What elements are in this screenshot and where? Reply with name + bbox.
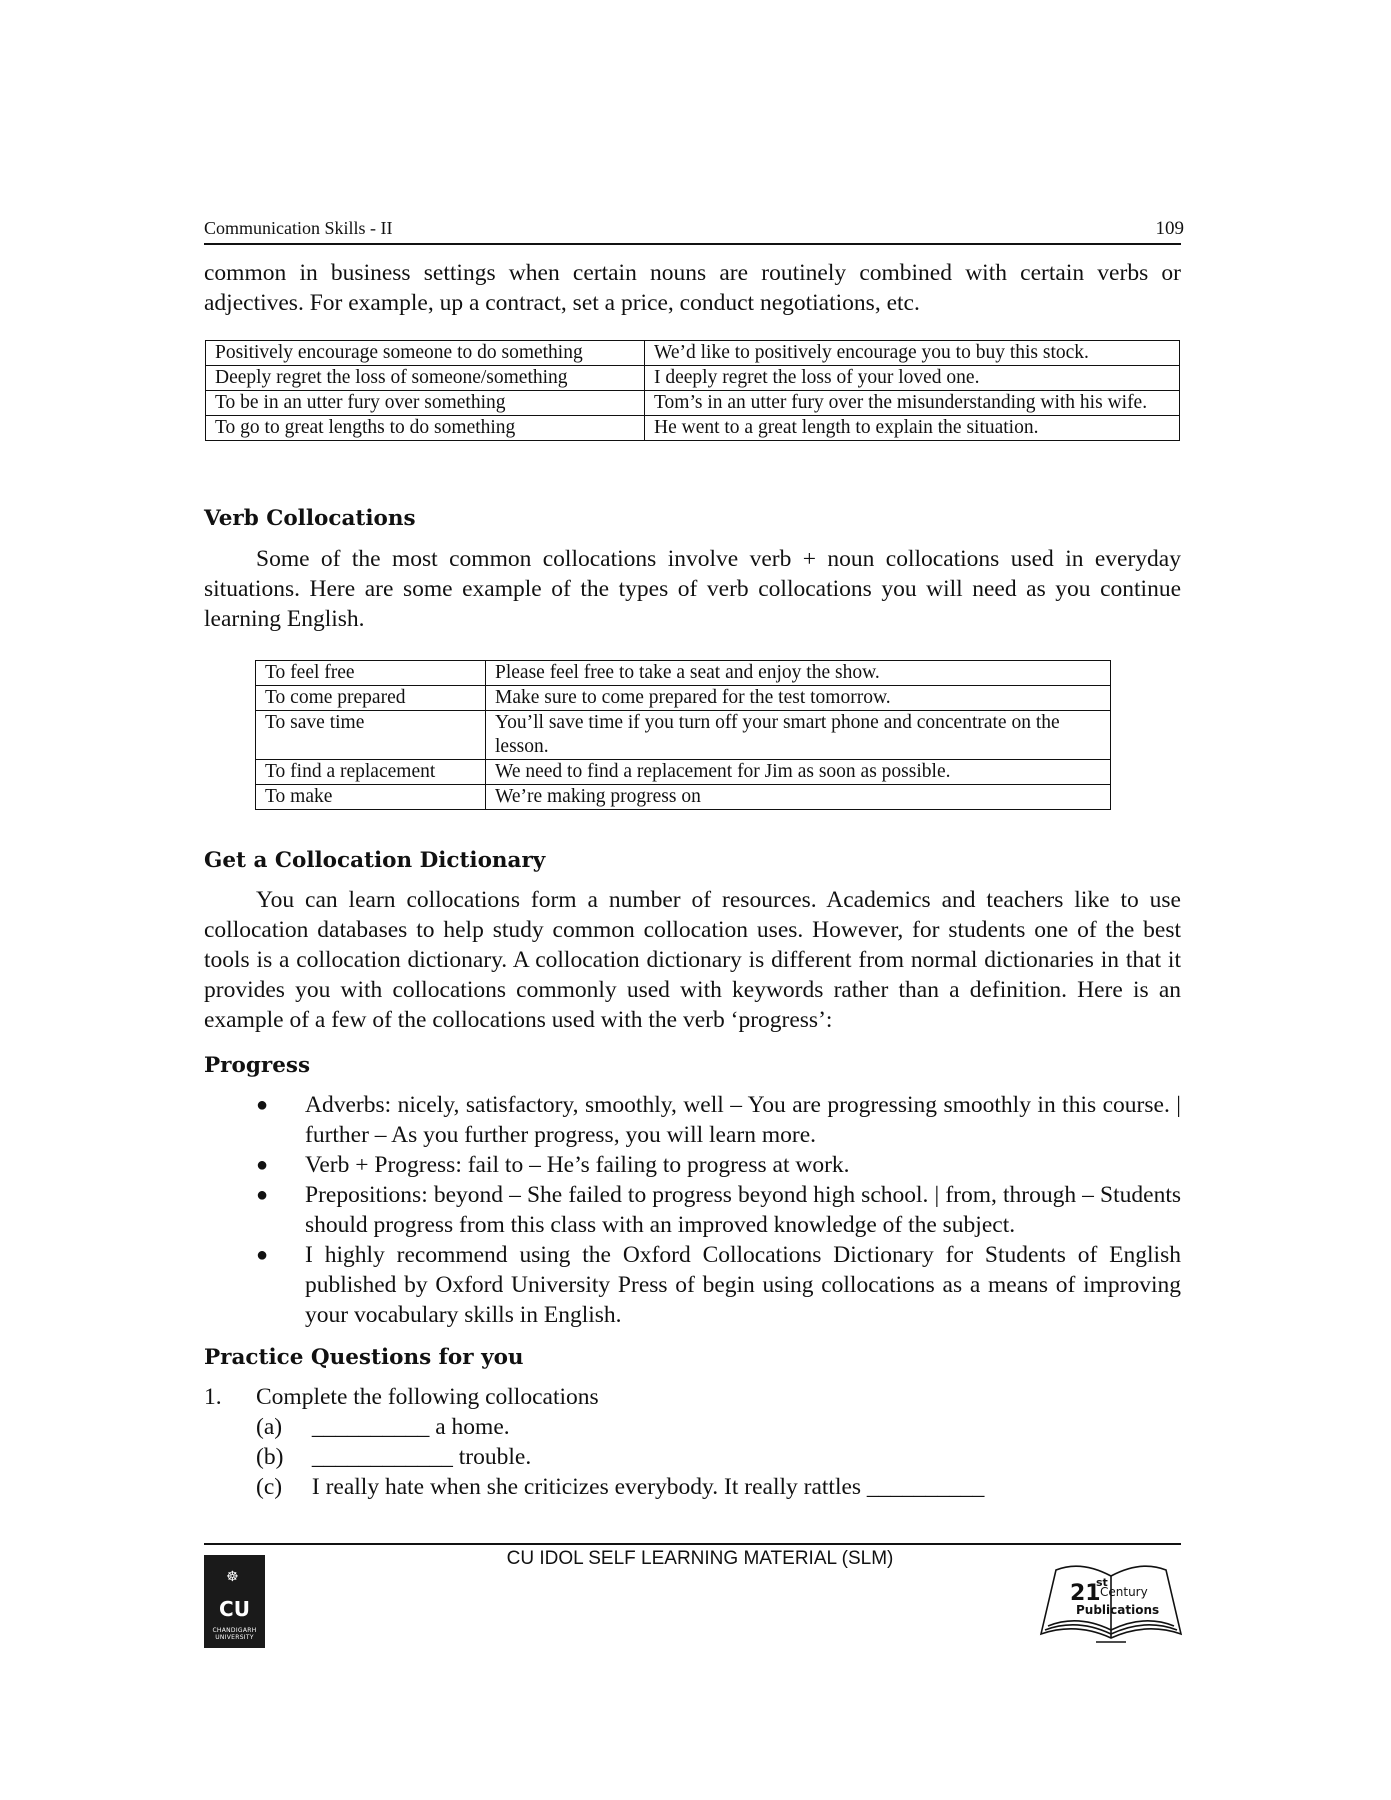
table-cell: Please feel free to take a seat and enjoy the show.	[486, 661, 1111, 686]
section-heading-verb-collocations: Verb Collocations	[204, 506, 416, 531]
question-number: 1.	[204, 1384, 222, 1410]
table-row	[256, 686, 1111, 711]
table-cell: He went to a great length to explain the situation.	[645, 416, 1180, 441]
table-row	[206, 416, 1180, 441]
university-seal-icon: ☸	[226, 1570, 239, 1585]
table-cell: To come prepared	[256, 686, 486, 711]
list-item	[204, 1180, 1181, 1240]
section-heading-collocation-dictionary: Get a Collocation Dictionary	[204, 848, 546, 873]
bullet-icon: ●	[256, 1244, 269, 1266]
question-item-a	[256, 1412, 510, 1442]
table-cell: You’ll save time if you turn off your smart phone and concentrate on the lesson.	[486, 711, 1111, 760]
bullet-icon: ●	[256, 1094, 269, 1116]
logo-word: Publications	[1076, 1603, 1160, 1617]
logo-name-line: UNIVERSITY	[215, 1634, 254, 1641]
bullet-icon: ●	[256, 1154, 269, 1176]
footer-rule	[204, 1543, 1181, 1545]
collocation-table-verbs	[255, 660, 1111, 810]
section-heading-progress: Progress	[204, 1053, 311, 1078]
item-label: (c)	[256, 1474, 283, 1500]
list-item-text: Prepositions: beyond – She failed to progress beyond high school. | from, through – Students should progress from this class with an improved knowledge of the subject.	[305, 1182, 1181, 1238]
bullet-icon: ●	[256, 1184, 269, 1206]
logo-ordinal: st	[1096, 1576, 1108, 1589]
table-cell: To make	[256, 785, 486, 810]
table-cell: Tom’s in an utter fury over the misunderstanding with his wife.	[645, 391, 1180, 416]
table-cell: Deeply regret the loss of someone/something	[206, 366, 645, 391]
table-cell: Make sure to come prepared for the test tomorrow.	[486, 686, 1111, 711]
item-text: ____________ trouble.	[311, 1444, 532, 1470]
verb-collocations-paragraph: Some of the most common collocations involve verb + noun collocations used in everyday situations. Here are some example of the types of verb collocations you will need as you continue learning English.	[204, 546, 1181, 632]
list-item	[204, 1090, 1181, 1150]
table-row	[256, 760, 1111, 785]
list-item-text: Verb + Progress: fail to – He’s failing to progress at work.	[305, 1152, 850, 1178]
logo-university-name	[204, 1627, 265, 1641]
question-item-b	[256, 1442, 531, 1472]
publisher-logo	[1036, 1552, 1186, 1648]
table-cell: We’re making progress on	[486, 785, 1111, 810]
page-number: 109	[1155, 218, 1184, 239]
collocation-dictionary-paragraph: You can learn collocations form a number of resources. Academics and teachers like to use collocation databases to help study common collocation uses. However, for students one of the best tools is a collocation dictionary. A collocation dictionary is different from normal dictionaries in that it provides you with collocations commonly used with keywords rather than a definition. Here is an example of a few of the collocations used with the verb ‘progress’:	[204, 887, 1181, 1033]
table-cell: We’d like to positively encourage you to buy this stock.	[645, 341, 1180, 366]
item-text: I really hate when she criticizes everybody. It really rattles __________	[311, 1474, 985, 1500]
collocation-table-adverbs	[205, 340, 1180, 441]
progress-bullet-list	[204, 1090, 1181, 1330]
table-row	[206, 391, 1180, 416]
item-label: (b)	[256, 1444, 284, 1470]
logo-number: 21	[1070, 1581, 1101, 1606]
table-cell: We need to find a replacement for Jim as soon as possible.	[486, 760, 1111, 785]
question-item-c	[256, 1472, 984, 1502]
logo-letters: CU	[219, 1597, 250, 1621]
table-cell: To save time	[256, 711, 486, 760]
running-header-title: Communication Skills - II	[204, 218, 393, 238]
footer-text: CU IDOL SELF LEARNING MATERIAL (SLM)	[506, 1548, 894, 1569]
chandigarh-university-logo	[204, 1555, 265, 1648]
logo-word: Century	[1100, 1585, 1148, 1599]
item-label: (a)	[256, 1414, 283, 1440]
table-cell: To feel free	[256, 661, 486, 686]
item-text: __________ a home.	[311, 1414, 510, 1440]
table-cell: Positively encourage someone to do something	[206, 341, 645, 366]
table-cell: To find a replacement	[256, 760, 486, 785]
intro-paragraph: common in business settings when certain nouns are routinely combined with certain verbs or adjectives. For example, up a contract, set a price, conduct negotiations, etc.	[204, 260, 1181, 316]
table-row	[206, 366, 1180, 391]
list-item	[204, 1240, 1181, 1330]
table-cell: I deeply regret the loss of your loved one.	[645, 366, 1180, 391]
table-row	[206, 341, 1180, 366]
list-item	[204, 1150, 1181, 1180]
table-row	[256, 711, 1111, 760]
header-rule	[204, 243, 1181, 245]
list-item-text: I highly recommend using the Oxford Collocations Dictionary for Students of English published by Oxford University Press of begin using collocations as a means of improving your vocabulary skills in English.	[305, 1242, 1181, 1328]
question-text: Complete the following collocations	[256, 1384, 599, 1410]
section-heading-practice-questions: Practice Questions for you	[204, 1345, 524, 1370]
list-item-text: Adverbs: nicely, satisfactory, smoothly, well – You are progressing smoothly in this course. | further – As you further progress, you will learn more.	[305, 1092, 1181, 1148]
table-cell: To go to great lengths to do something	[206, 416, 645, 441]
table-row	[256, 661, 1111, 686]
logo-name-line: CHANDIGARH	[212, 1627, 257, 1634]
table-row	[256, 785, 1111, 810]
table-cell: To be in an utter fury over something	[206, 391, 645, 416]
